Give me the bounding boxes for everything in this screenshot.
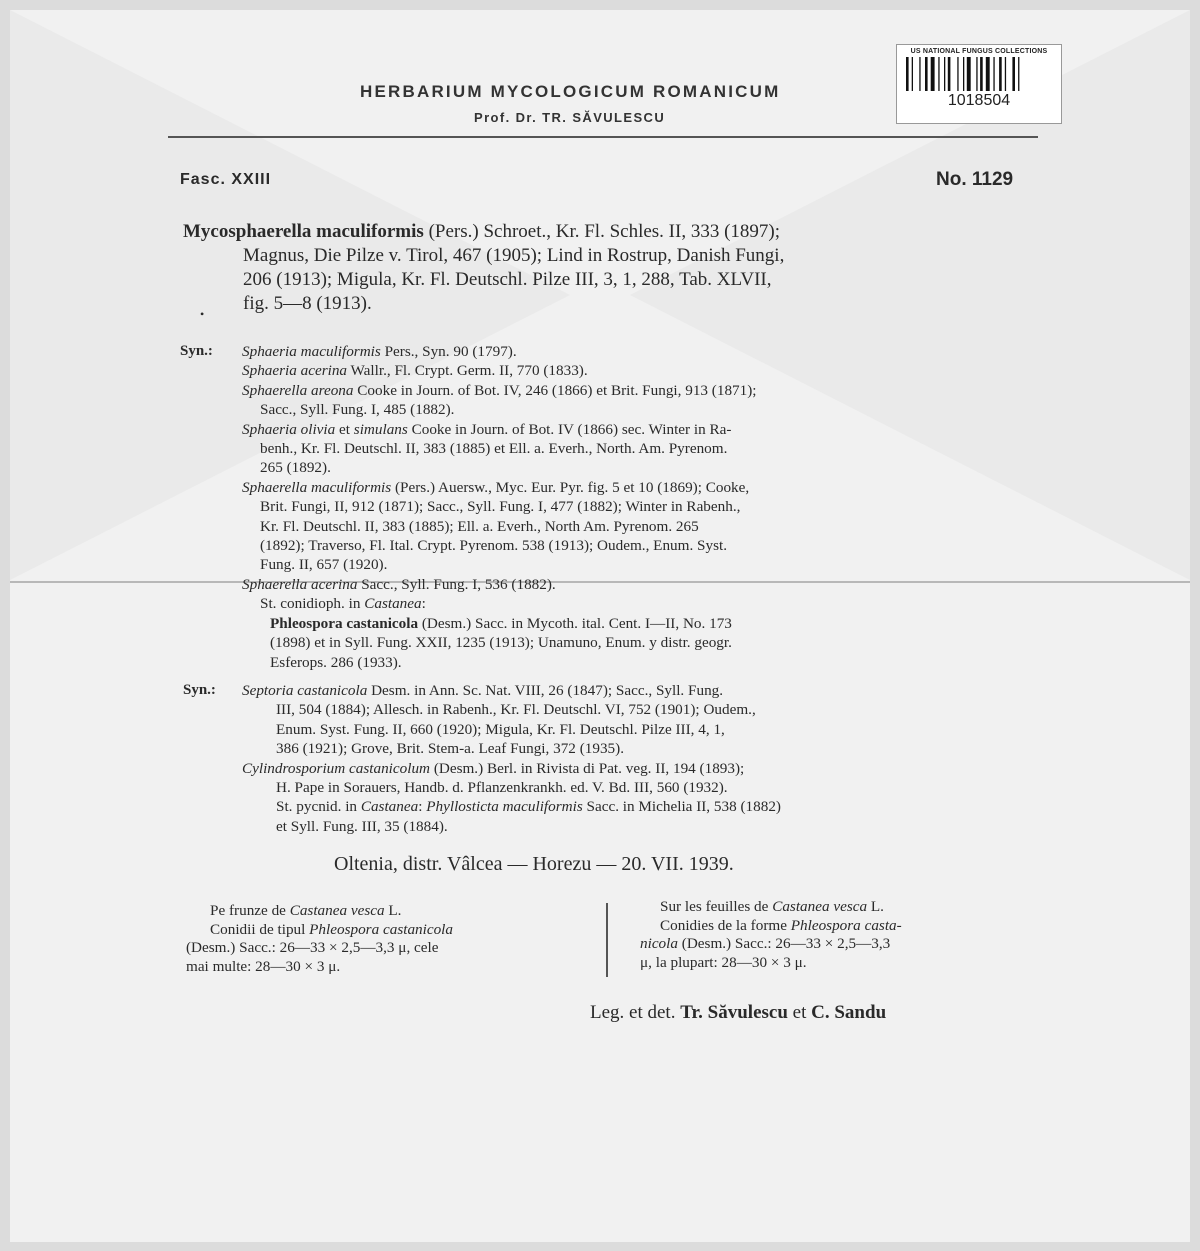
collector-line — [590, 1002, 886, 1024]
syn-entry — [242, 420, 1042, 439]
barcode-stripe — [925, 57, 928, 91]
fr-line-1 — [640, 898, 1028, 917]
syn-cont: et Syll. Fung. III, 35 (1884). — [276, 817, 448, 835]
collection-locality: Oltenia, distr. Vâlcea — Horezu — 20. VII. 1939. — [334, 853, 734, 875]
syn-name: Sphaerella areona — [242, 381, 354, 399]
barcode-bars — [904, 57, 1054, 91]
syn-cont: benh., Kr. Fl. Deutschl. II, 383 (1885) et Ell. a. Everh., North. Am. Pyrenom. — [260, 440, 728, 458]
barcode-stripe — [944, 57, 945, 91]
syn-text: Sacc. in Michelia II, 538 (1882) — [582, 798, 781, 816]
syn-tag-1: Syn.: — [180, 343, 213, 359]
syn-text: Cooke in Journ. of Bot. IV (1866) sec. Winter in Ra- — [407, 420, 732, 438]
host-name: Castanea vesca — [289, 902, 385, 919]
ro-line-1 — [186, 902, 580, 921]
collector-prefix: Leg. et det. — [590, 1002, 681, 1023]
herbarium-subtitle: Prof. Dr. TR. SĂVULESCU — [474, 110, 666, 125]
header-rule — [168, 136, 1038, 138]
barcode-stripe — [906, 57, 909, 91]
barcode-number: 1018504 — [947, 92, 1011, 109]
syn-name: Sphaeria acerina — [242, 362, 348, 380]
syn-text: Wallr., Fl. Crypt. Germ. II, 770 (1833). — [347, 362, 588, 380]
syn-text: (Desm.) Berl. in Rivista di Pat. veg. II, 194 (1893); — [430, 759, 745, 777]
syn-cont: Brit. Fungi, II, 912 (1871); Sacc., Syll. Fung. I, 477 (1882); Winter in Rabenh., — [260, 498, 741, 516]
synonyms-anamorph — [242, 681, 1042, 836]
syn-cont: Kr. Fl. Deutschl. II, 383 (1885); Ell. a. Everh., North Am. Pyrenom. 265 — [260, 517, 699, 535]
ro-line-3: (Desm.) Sacc.: 26—33 × 2,5—3,3 μ, cele — [186, 939, 439, 957]
synonyms-teleomorph — [242, 342, 1042, 672]
syn-entry — [242, 478, 1042, 497]
fascicle-number: Fasc. XXIII — [180, 171, 272, 188]
text: Conidies de la forme — [660, 916, 791, 934]
barcode-stripe — [999, 57, 1002, 91]
barcode-stripe — [1005, 57, 1006, 91]
fr-line-2 — [640, 917, 1028, 936]
barcode-stripe — [919, 57, 920, 91]
syn-text: Sacc., Syll. Fung. I, 536 (1882). — [357, 575, 556, 593]
syn-name: Septoria castanicola — [242, 682, 368, 699]
syn-entry — [242, 681, 1042, 700]
syn-cont: Fung. II, 657 (1920). — [260, 556, 388, 574]
species-line-2: Magnus, Die Pilze v. Tirol, 467 (1905); Lind in Rostrup, Danish Fungi, — [243, 245, 785, 266]
collector-name: Tr. Săvulescu — [680, 1002, 788, 1023]
barcode-stripe — [980, 57, 983, 91]
syn-entry — [242, 575, 1042, 594]
barcode-stripe — [1012, 57, 1015, 91]
syn-text: St. pycnid. in — [276, 798, 361, 816]
syn-entry — [242, 381, 1042, 400]
syn-cont: H. Pape in Sorauers, Handb. d. Pflanzenkrankh. ed. V. Bd. III, 560 (1932). — [276, 779, 728, 797]
barcode-collection: US NATIONAL FUNGUS COLLECTIONS — [910, 48, 1048, 55]
conidial-stage — [242, 594, 1042, 613]
syn-tag-2: Syn.: — [183, 682, 216, 698]
barcode-stripe — [963, 57, 964, 91]
barcode-stripe — [948, 57, 951, 91]
syn-text: Desm. in Ann. Sc. Nat. VIII, 26 (1847); Sacc., Syll. Fung. — [367, 682, 724, 699]
barcode-stripe — [938, 57, 939, 91]
species-line-4: fig. 5—8 (1913). — [243, 293, 372, 314]
syn-cont: 265 (1892). — [260, 459, 331, 477]
description-french — [640, 898, 1028, 972]
barcode-stripe — [976, 57, 977, 91]
syn-text: : — [421, 595, 426, 613]
ink-dot: • — [200, 307, 205, 321]
syn-text: : — [418, 798, 427, 816]
ro-line-2 — [186, 921, 580, 940]
column-divider — [606, 903, 608, 977]
syn-text: Cooke in Journ. of Bot. IV, 246 (1866) et Brit. Fungi, 913 (1871); — [353, 381, 757, 399]
barcode-stripe — [986, 57, 990, 91]
barcode-stripe — [931, 57, 935, 91]
pycnidial-stage — [242, 797, 1042, 816]
host-name: Castanea — [364, 595, 422, 613]
text: Sur les feuilles de — [660, 898, 773, 915]
text: Conidii de tipul — [210, 920, 310, 938]
host-name: Castanea — [360, 798, 419, 816]
barcode-label — [896, 44, 1062, 124]
text: L. — [867, 898, 884, 915]
anamorph-name: Phleospora castanicola — [270, 614, 419, 632]
text: (Desm.) Sacc.: 26—33 × 2,5—3,3 — [677, 935, 891, 953]
barcode-stripe — [912, 57, 913, 91]
collector-conj: et — [787, 1002, 812, 1023]
syn-cont: Esferops. 286 (1933). — [270, 653, 402, 671]
syn-entry — [242, 342, 1042, 361]
syn-cont: III, 504 (1884); Allesch. in Rabenh., Kr. Fl. Deutschl. VI, 752 (1901); Oudem., — [276, 701, 756, 719]
herbarium-title: HERBARIUM MYCOLOGICUM ROMANICUM — [360, 82, 781, 101]
syn-cont: (1898) et in Syll. Fung. XXII, 1235 (1913); Unamuno, Enum. y distr. geogr. — [270, 634, 732, 652]
fungus-name: nicola — [640, 935, 678, 953]
syn-cont: 386 (1921); Grove, Brit. Stem-a. Leaf Fungi, 372 (1935). — [276, 740, 624, 758]
fungus-name: Phleospora casta- — [790, 916, 902, 934]
species-line-1: (Pers.) Schroet., Kr. Fl. Schles. II, 333 (1897); — [423, 221, 781, 242]
syn-name: simulans — [353, 420, 408, 438]
fr-line-4: μ, la plupart: 28—30 × 3 μ. — [640, 953, 807, 971]
syn-cont: Enum. Syst. Fung. II, 660 (1920); Migula, Kr. Fl. Deutschl. Pilze III, 4, 1, — [276, 720, 725, 738]
barcode-stripe — [1018, 57, 1019, 91]
syn-text: (Pers.) Auersw., Myc. Eur. Pyr. fig. 5 et 10 (1869); Cooke, — [391, 478, 750, 496]
anamorph-entry — [242, 614, 1042, 633]
syn-cont: (1892); Traverso, Fl. Ital. Crypt. Pyrenom. 538 (1913); Oudem., Enum. Syst. — [260, 537, 728, 555]
text: L. — [384, 902, 402, 919]
ro-line-4: mai multe: 28—30 × 3 μ. — [186, 957, 341, 975]
species-name: Mycosphaerella maculiformis — [183, 221, 424, 242]
syn-name: Sphaeria maculiformis — [242, 343, 381, 360]
syn-name: Phyllosticta maculiformis — [426, 798, 583, 816]
collector-name: C. Sandu — [811, 1002, 887, 1023]
syn-name: Sphaerella maculiformis — [242, 478, 392, 496]
syn-name: Cylindrosporium castanicolum — [242, 759, 431, 777]
syn-entry — [242, 361, 1042, 380]
barcode-stripe — [957, 57, 958, 91]
syn-text: St. conidioph. in — [260, 595, 365, 613]
specimen-number: No. 1129 — [936, 169, 1014, 190]
syn-text: (Desm.) Sacc. in Mycoth. ital. Cent. I—II, No. 173 — [418, 614, 732, 632]
fr-line-3 — [640, 935, 1028, 954]
syn-name: Sphaeria olivia — [242, 420, 336, 438]
species-line-3: 206 (1913); Migula, Kr. Fl. Deutschl. Pilze III, 3, 1, 288, Tab. XLVII, — [243, 269, 772, 290]
species-citation — [183, 220, 1043, 316]
host-name: Castanea vesca — [772, 898, 868, 915]
text: Pe frunze de — [210, 902, 290, 919]
syn-name: Sphaerella acerina — [242, 575, 358, 593]
syn-text: Pers., Syn. 90 (1797). — [380, 343, 517, 360]
barcode-stripe — [967, 57, 971, 91]
description-romanian — [186, 902, 580, 976]
syn-cont: Sacc., Syll. Fung. I, 485 (1882). — [260, 401, 455, 419]
fungus-name: Phleospora castanicola — [309, 920, 453, 938]
syn-text: et — [335, 420, 354, 438]
barcode-stripe — [993, 57, 994, 91]
syn-entry — [242, 759, 1042, 778]
